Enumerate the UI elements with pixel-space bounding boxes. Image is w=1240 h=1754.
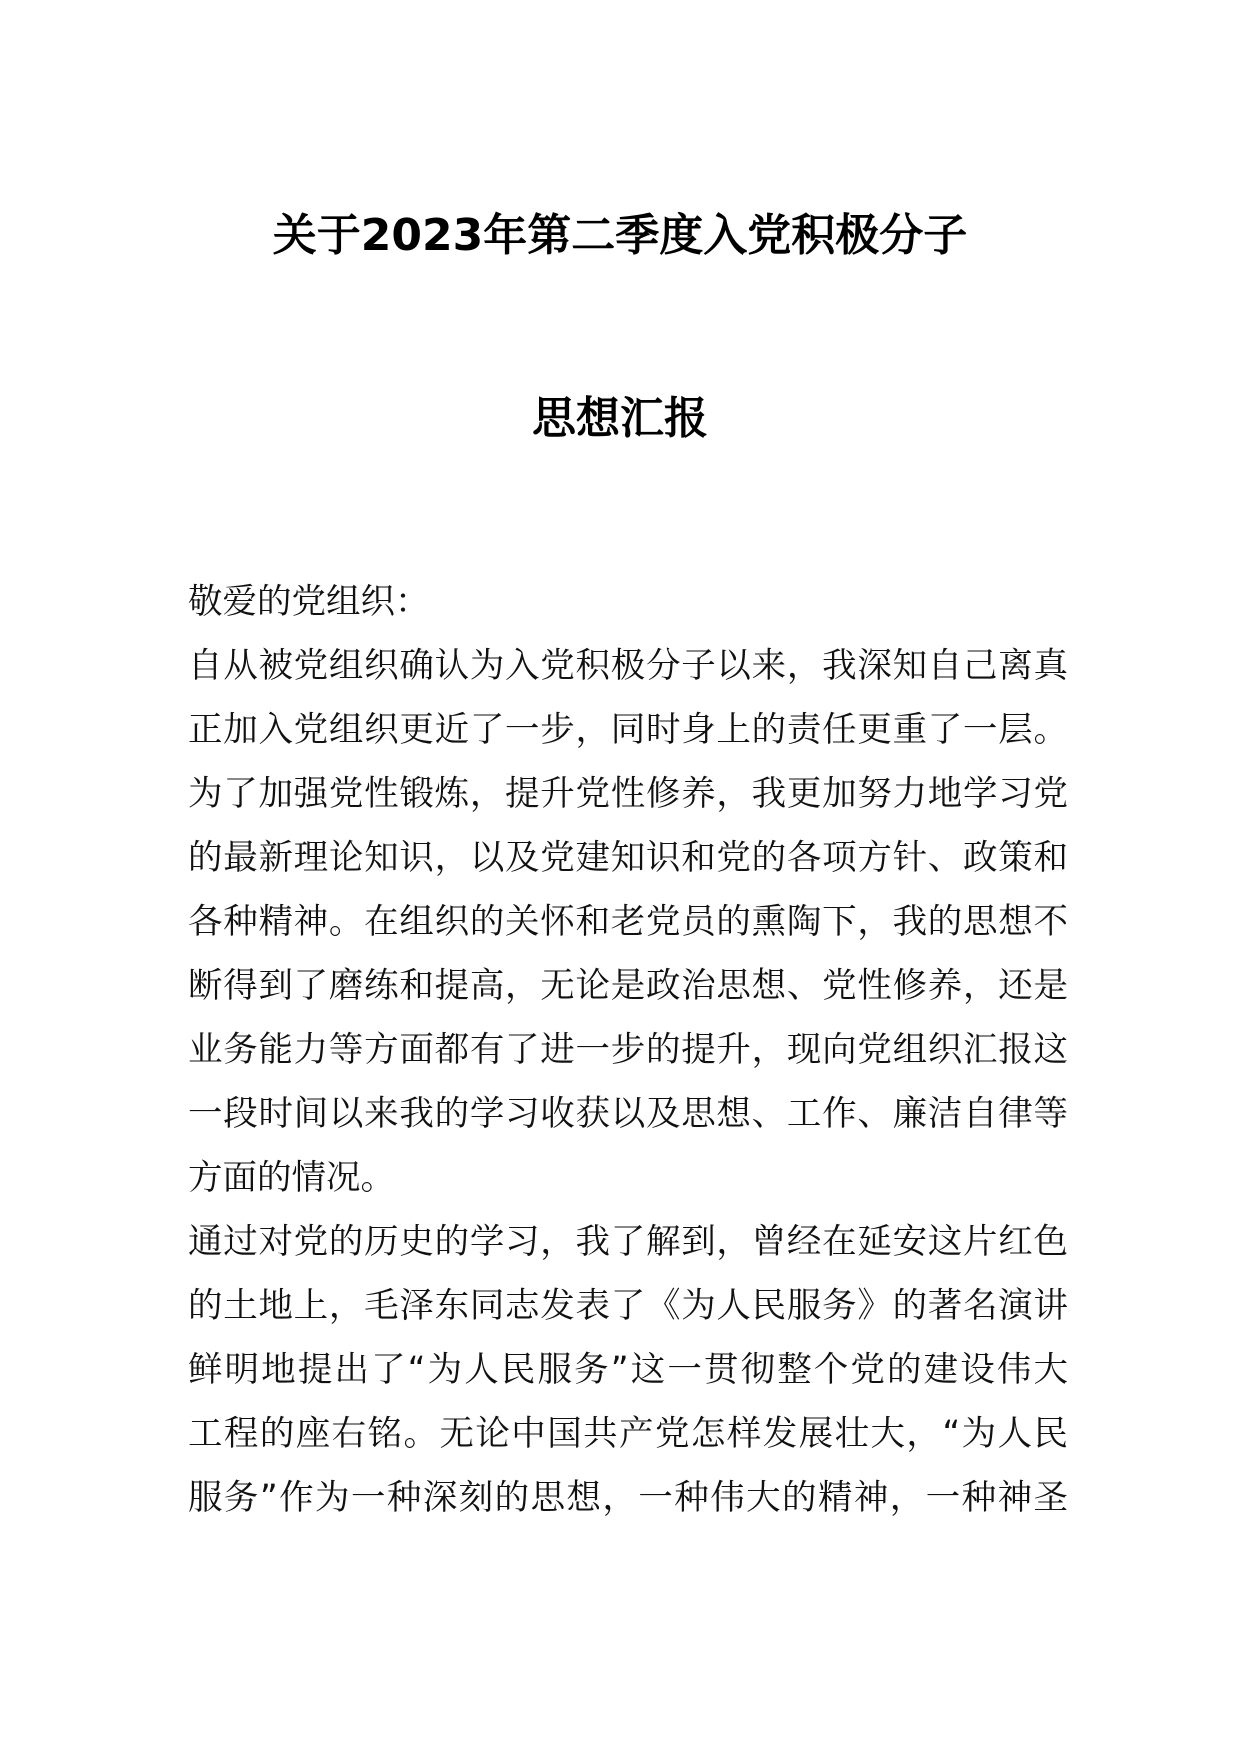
paragraph-line: 通过对党的历史的学习，我了解到，曾经在延安这片红色 — [188, 1222, 1068, 1262]
paragraph-line: 为了加强党性锻炼，提升党性修养，我更加努力地学习党 — [188, 774, 1068, 814]
paragraph-line: 自从被党组织确认为入党积极分子以来，我深知自己离真 — [188, 646, 1068, 686]
paragraph-1 — [188, 634, 1068, 1210]
paragraph-line: 方面的情况。 — [188, 1158, 395, 1198]
paragraph-line: 正加入党组织更近了一步，同时身上的责任更重了一层。 — [188, 710, 1068, 750]
paragraph-line: 一段时间以来我的学习收获以及思想、工作、廉洁自律等 — [188, 1094, 1068, 1134]
paragraph-line: 鲜明地提出了“为人民服务”这一贯彻整个党的建设伟大 — [188, 1350, 1068, 1390]
paragraph-line: 工程的座右铭。无论中国共产党怎样发展壮大，“为人民 — [188, 1414, 1068, 1454]
document-title-line-1: 关于2023年第二季度入党积极分子 — [272, 210, 968, 261]
paragraph-line: 业务能力等方面都有了进一步的提升，现向党组织汇报这 — [188, 1030, 1068, 1070]
paragraph-line: 的土地上，毛泽东同志发表了《为人民服务》的著名演讲 — [188, 1286, 1068, 1326]
document-title-line-2: 思想汇报 — [532, 393, 708, 444]
paragraph-line: 的最新理论知识，以及党建知识和党的各项方针、政策和 — [188, 838, 1068, 878]
paragraph-line: 服务”作为一种深刻的思想，一种伟大的精神，一种神圣 — [188, 1478, 1068, 1518]
paragraph-line: 各种精神。在组织的关怀和老党员的熏陶下，我的思想不 — [188, 902, 1068, 942]
paragraph-2 — [188, 1210, 1068, 1530]
salutation: 敬爱的党组织： — [188, 582, 430, 622]
paragraph-line: 断得到了磨练和提高，无论是政治思想、党性修养，还是 — [188, 966, 1068, 1006]
